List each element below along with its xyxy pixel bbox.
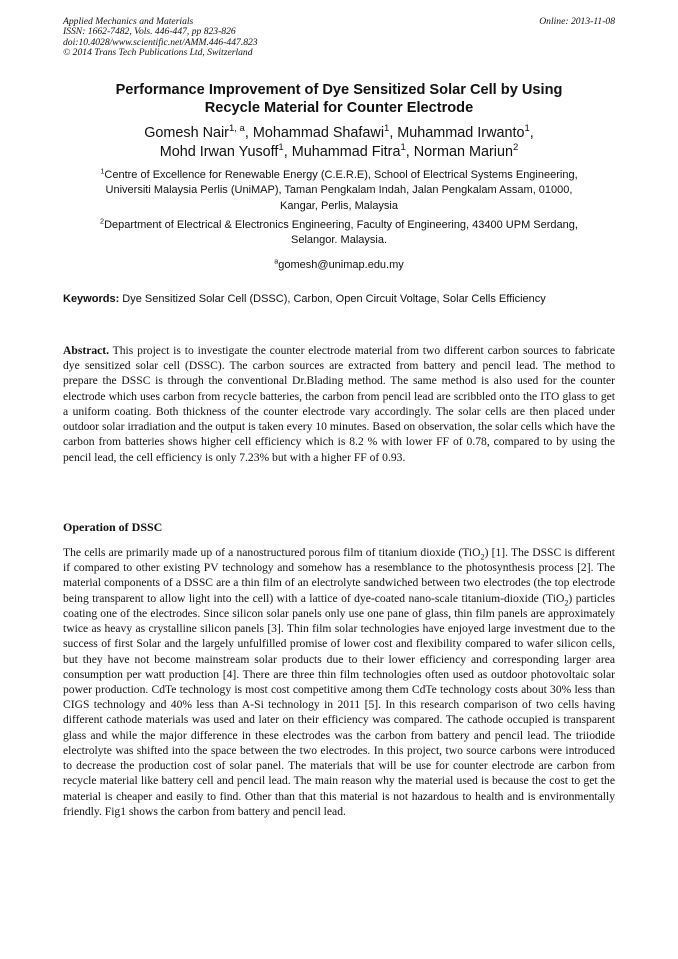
author-affiliation-mark: 1 — [278, 142, 284, 154]
affiliation-mark: 1 — [100, 166, 105, 176]
affiliation-line: Universiti Malaysia Perlis (UniMAP), Taman Pengkalam Indah, Jalan Pengkalam Assam, 01000, — [105, 184, 573, 197]
journal-header — [63, 17, 615, 59]
abstract-text: This project is to investigate the counter electrode material from two different carbon sources to fabricate dye sensitized solar cell (DSSC). The carbon sources are extracted from battery and pencil lead. The method to prepare the DSSC is through the conventional Dr.Blading method. The same method is also used for the counter electrode which uses carbon from recycle batteries, the carbon from pencil lead are scribbled onto the ITO glass to get a uniform coating. Both thickness of the counter electrode vary accordingly. The solar cells are then placed under outdoor solar irradiation and the output is taken every 10 minutes. Based on observation, the solar cells which have the carbon from batteries shows higher cell efficiency which is 8.2 % with lower FF of 0.78, compared to by using the pencil lead, the cell efficiency is only 7.23% but with a higher FF of 0.93. — [63, 344, 615, 464]
affiliation-line: Selangor. Malaysia. — [291, 234, 387, 247]
title-line-2: Recycle Material for Counter Electrode — [204, 100, 474, 116]
author-line-2 — [63, 143, 615, 162]
keywords — [63, 292, 615, 308]
journal-name: Applied Mechanics and Materials — [63, 16, 194, 27]
author-affiliation-mark: 1, a — [228, 123, 245, 135]
email-text: gomesh@unimap.edu.my — [278, 259, 404, 271]
abstract — [63, 343, 615, 465]
doi-line: doi:10.4028/www.scientific.net/AMM.446-447.823 — [63, 36, 258, 48]
paper-title — [63, 81, 615, 117]
author-separator: , — [529, 125, 534, 141]
author-name: , Mohammad Shafawi — [244, 125, 385, 141]
contact-email — [63, 258, 615, 273]
author-affiliation-mark: 2 — [512, 142, 519, 154]
issn-line: ISSN: 1662-7482, Vols. 446-447, pp 823-826 — [63, 26, 236, 38]
affiliation-text: Department of Electrical & Electronics Engineering, Faculty of Engineering, 43400 UPM Serdang, — [104, 219, 578, 231]
author-name: Mohd Irwan Yusoff — [159, 144, 279, 160]
affiliation-2 — [63, 218, 615, 249]
author-name: , Muhammad Irwanto — [389, 125, 525, 141]
online-date: Online: 2013-11-08 — [539, 16, 615, 27]
section-body — [63, 545, 615, 819]
author-affiliation-mark: 1 — [400, 142, 406, 154]
author-name: , Muhammad Fitra — [283, 144, 401, 160]
keywords-text: Dye Sensitized Solar Cell (DSSC), Carbon, Open Circuit Voltage, Solar Cells Efficiency — [119, 293, 546, 305]
subscript: 2 — [564, 597, 569, 607]
author-name: , Norman Mariun — [405, 144, 513, 160]
affiliation-text: Centre of Excellence for Renewable Energy (C.E.R.E), School of Electrical Systems Engineering, — [104, 169, 578, 181]
subscript: 2 — [480, 552, 485, 562]
copyright-line: © 2014 Trans Tech Publications Ltd, Switzerland — [63, 47, 253, 59]
email-mark: a — [274, 256, 279, 266]
author-affiliation-mark: 1 — [524, 123, 530, 135]
author-name: Gomesh Nair — [144, 125, 229, 141]
body-text: The cells are primarily made up of a nanostructured porous film of titanium dioxide (TiO — [63, 546, 481, 559]
affiliation-line — [63, 218, 615, 233]
keywords-label: Keywords: — [63, 293, 120, 305]
section-heading: Operation of DSSC — [63, 520, 163, 534]
affiliation-mark: 2 — [100, 216, 105, 226]
affiliation-line: Kangar, Perlis, Malaysia — [280, 199, 398, 212]
affiliation-line — [63, 168, 615, 183]
body-text: ) particles coating one of the electrodes. Since silicon solar panels only use one pane of glass, thin film panels are approximately twice as heavy as crystalline silicon panels [3]. Thin film solar technologies have enjoyed large investment due to the success of first Solar and the largely unfulfilled promise of lower cost and flexibility compared to wafer silicon cells, but they have not become mainstream solar products due to their lower efficiency and corresponding larger area consumption per watt production [4]. There are three thin film technologies often used as outdoor photovoltaic solar power production. CdTe technology is most cost competitive among them CdTe technology costs about 30% less than CIGS technology and 40% less than A-Si technology in 2011 [5]. In this research comparison of two cells having different cathode materials was used and later on their efficiency was compared. The cathode occupied is transparent glass and while the major difference in these electrodes was the carbon from battery and pencil lead. The triiodide electrolyte was shifted into the space between the two electrodes. In this project, two source carbons were introduced to decrease the production cost of solar panel. The materials that will be use for counter electrode are carbon from recycle material like battery cell and pencil lead. The main reason why the material used is because the cost to get the material is cheaper and easily to find. Other than that this material is not hazardous to health and is environmentally friendly. Fig1 shows the carbon from battery and pencil lead. — [63, 591, 615, 818]
affiliation-1 — [63, 168, 615, 214]
body-text: ) [1]. The DSSC is different if compared to other existing PV technology and somehow has a resemblance to the photosynthesis process [2]. The material components of a DSSC are a thin film of an electrolyte sandwiched between two electrodes (the top electrode being transparent to allow light into the cell) with a lattice of dye-coated nano-scale titanium-dioxide (TiO — [63, 546, 615, 605]
title-line-1: Performance Improvement of Dye Sensitized Solar Cell by Using — [115, 82, 563, 98]
author-line-1 — [63, 124, 615, 143]
author-list — [63, 124, 615, 162]
abstract-label: Abstract. — [63, 344, 110, 357]
author-affiliation-mark: 1 — [384, 123, 390, 135]
